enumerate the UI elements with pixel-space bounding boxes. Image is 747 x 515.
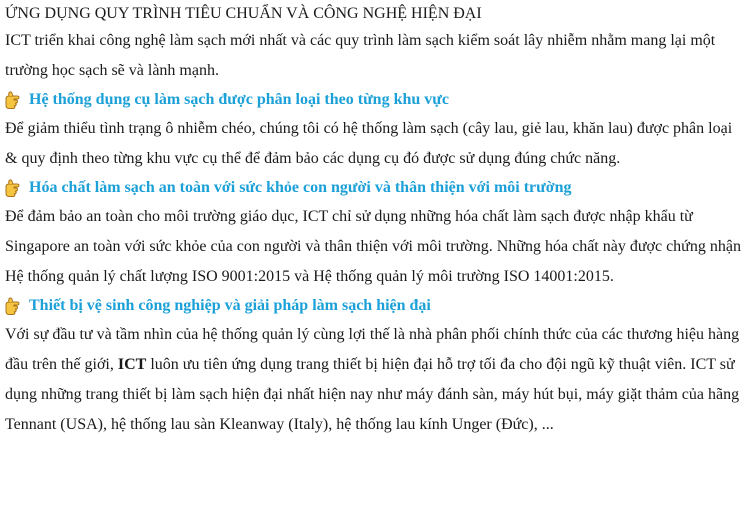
section-body-equipment xyxy=(4,320,743,440)
brand-name: ICT xyxy=(117,356,147,373)
pointing-hand-icon xyxy=(4,90,26,110)
body-text: luôn ưu tiên ứng dụng trang thiết bị hiện đại hỗ trợ tối đa cho đội ngũ kỹ thuật viên. ICT sử dụng những trang thiết bị làm sạch hiện đại nhất hiện nay như máy đánh sàn, máy hút bụi, máy giặt thảm của hãng Tennant (USA), hệ thống lau sàn Kleanway (Italy), hệ thống lau kính Unger (Đức), ... xyxy=(5,356,740,433)
pointing-hand-icon xyxy=(4,296,26,316)
section-heading-tools xyxy=(4,86,743,114)
body-text: Với sự đầu tư và tầm nhìn của hệ thống quản lý cùng lợi thế là nhà phân phối chính thức của các thương hiệu hàng đầu trên thế giới, xyxy=(5,326,740,373)
pointing-hand-icon xyxy=(4,178,26,198)
section-heading-text: Hệ thống dụng cụ làm sạch được phân loại theo từng khu vực xyxy=(29,91,449,108)
section-heading-text: Hóa chất làm sạch an toàn với sức khỏe con người và thân thiện với môi trường xyxy=(29,179,572,196)
section-heading-chemicals xyxy=(4,174,743,202)
section-heading-equipment xyxy=(4,292,743,320)
section-body-tools: Để giảm thiểu tình trạng ô nhiễm chéo, chúng tôi có hệ thống làm sạch (cây lau, giẻ lau, khăn lau) được phân loại & quy định theo từng khu vực cụ thể để đảm bảo các dụng cụ đó được sử dụng đúng chức năng. xyxy=(5,120,733,167)
intro-paragraph: ICT triển khai công nghệ làm sạch mới nhất và các quy trình làm sạch kiểm soát lây nhiễm nhằm mang lại một trường học sạch sẽ và lành mạnh. xyxy=(5,32,716,79)
section-heading-text: Thiết bị vệ sinh công nghiệp và giải pháp làm sạch hiện đại xyxy=(29,297,431,314)
section-body-chemicals: Để đảm bảo an toàn cho môi trường giáo dục, ICT chỉ sử dụng những hóa chất làm sạch được nhập khẩu từ Singapore an toàn với sức khỏe của con người và thân thiện với môi trường. Những hóa chất này được chứng nhận Hệ thống quản lý chất lượng ISO 9001:2015 và Hệ thống quản lý môi trường ISO 14001:2015. xyxy=(5,208,741,285)
page-title: ỨNG DỤNG QUY TRÌNH TIÊU CHUẨN VÀ CÔNG NGHỆ HIỆN ĐẠI xyxy=(5,5,482,22)
